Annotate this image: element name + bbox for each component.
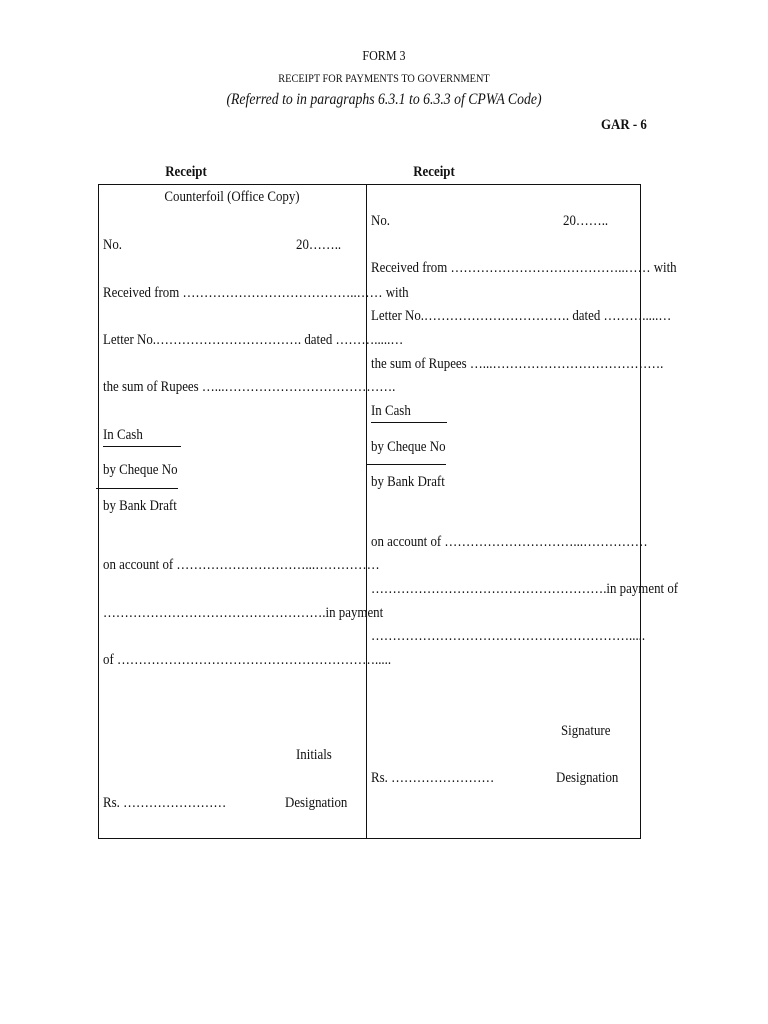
receipt-table [98,184,641,839]
left-sum-rupees-field[interactable]: the sum of Rupees …...…………………………………. [103,379,396,395]
right-in-cash-option[interactable]: In Cash [371,403,411,419]
right-by-cheque-option[interactable]: by Cheque No [371,439,446,455]
left-letter-no-field[interactable]: Letter No.……………………………. dated ……….....… [103,332,404,348]
left-designation-label: Designation [285,795,348,811]
left-received-from-field[interactable]: Received from …………………………………..…… with [103,285,409,301]
left-no-label: No. [103,237,123,253]
right-no-label: No. [371,213,391,229]
left-on-account-field[interactable]: on account of …………………………...…………… [103,557,380,573]
left-by-bank-draft-option[interactable]: by Bank Draft [103,498,177,514]
right-cheque-underline [366,464,446,465]
left-in-cash-underline [103,446,181,447]
left-in-cash-option[interactable]: In Cash [103,427,143,443]
right-in-cash-underline [371,422,447,423]
left-cheque-underline [96,488,178,489]
right-by-bank-draft-option[interactable]: by Bank Draft [371,474,445,490]
left-in-payment-field[interactable]: …………………………………………….in payment [103,605,384,621]
right-designation-label: Designation [556,770,619,786]
right-received-from-field[interactable]: Received from …………………………………..…… with [371,260,677,276]
right-on-account-field[interactable]: on account of …………………………...…………… [371,534,648,550]
left-of-field[interactable]: of ……………………………………………………..... [103,652,392,668]
left-by-cheque-option[interactable]: by Cheque No [103,462,178,478]
form-code: GAR - 6 [601,117,647,133]
right-year-field[interactable]: 20…….. [563,213,609,229]
right-rs-field[interactable]: Rs. …………………… [371,770,495,786]
left-initials-label: Initials [296,747,332,763]
right-sum-rupees-field[interactable]: the sum of Rupees …...…………………………………. [371,356,664,372]
form-title: RECEIPT FOR PAYMENTS TO GOVERNMENT [278,71,490,85]
left-receipt-heading: Receipt [165,164,207,180]
form-number: FORM 3 [362,49,406,64]
left-year-field[interactable]: 20…….. [296,237,342,253]
form-reference: (Referred to in paragraphs 6.3.1 to 6.3.3 of CPWA Code) [226,91,542,108]
left-rs-field[interactable]: Rs. …………………… [103,795,227,811]
counterfoil-label: Counterfoil (Office Copy) [164,189,300,205]
right-in-payment-field[interactable]: ……………………………………………….in payment of [371,581,679,597]
right-receipt-heading: Receipt [413,164,455,180]
right-last-line-field[interactable]: ……………………………………………………..... [371,628,646,644]
right-signature-label: Signature [561,723,611,739]
right-letter-no-field[interactable]: Letter No.……………………………. dated ……….....… [371,308,672,324]
column-divider [366,184,367,839]
